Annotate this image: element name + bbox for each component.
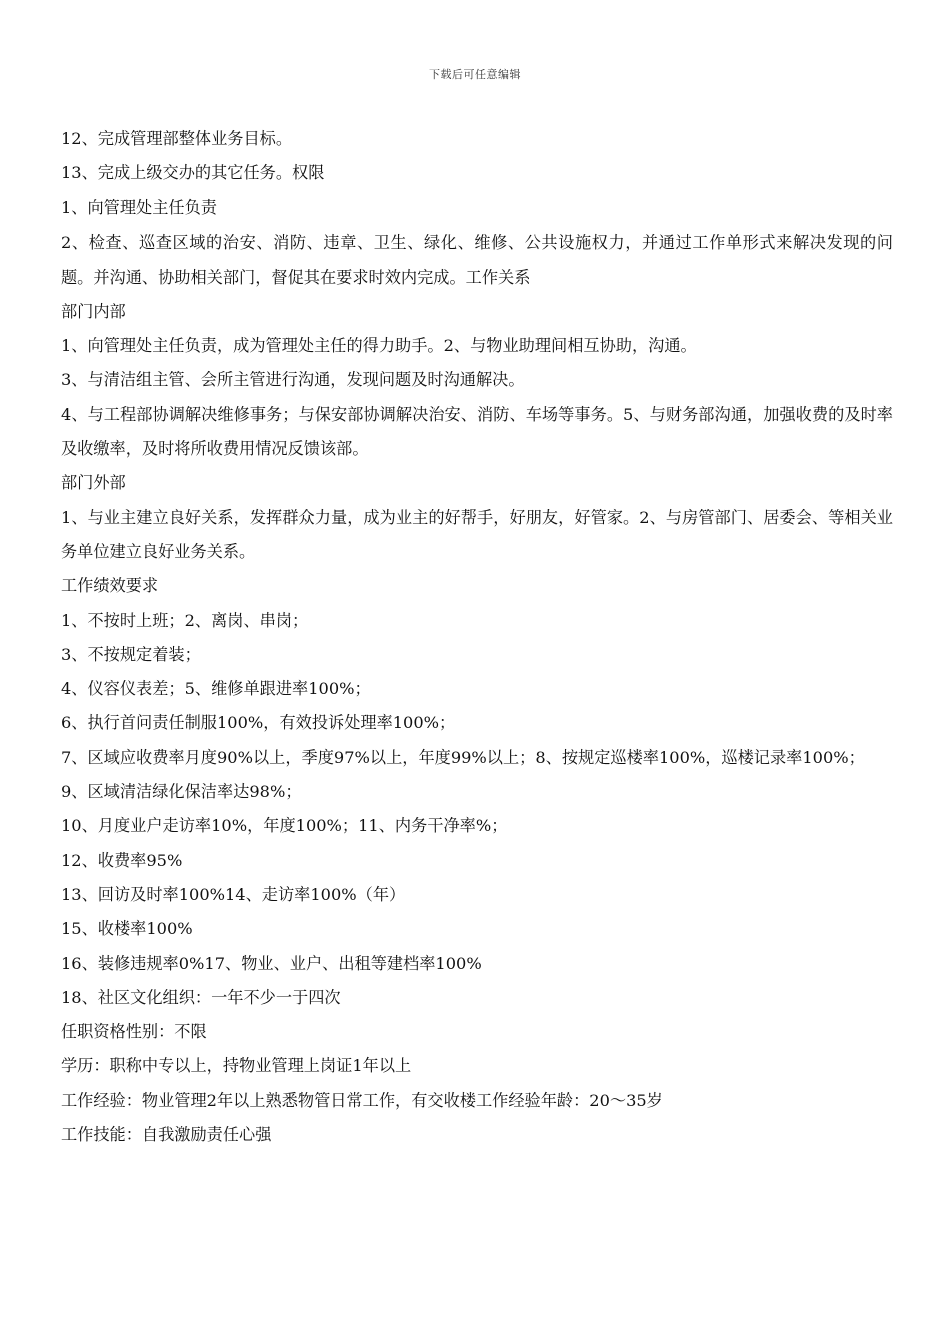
text-line: 12、完成管理部整体业务目标。 [61, 129, 293, 148]
section-heading: 任职资格性别：不限 [61, 1022, 207, 1042]
section-heading: 工作绩效要求 [61, 576, 159, 596]
page-header: 下载后可任意编辑 [429, 68, 521, 81]
text-paragraph: 1、与业主建立良好关系，发挥群众力量，成为业主的好帮手，好朋友，好管家。2、与房管部门、居委会、等相关业务单位建立良好业务关系。 [61, 507, 893, 561]
text-line: 3、不按规定着装； [61, 644, 201, 664]
text-line: 12、收费率95% [61, 850, 183, 870]
text-paragraph: 2、检查、巡查区域的治安、消防、违章、卫生、绿化、维修、公共设施权力，并通过工作单形式来解决发现的问题。并沟通、协助相关部门，督促其在要求时效内完成。工作关系 [61, 232, 893, 287]
text-line: 13、完成上级交办的其它任务。权限 [61, 163, 325, 183]
text-line: 15、收楼率100% [61, 919, 193, 939]
text-line: 1、不按时上班；2、离岗、串岗； [61, 610, 309, 630]
text-line: 10、月度业户走访率10%，年度100%；11、内务干净率%； [61, 816, 508, 836]
section-heading: 部门外部 [61, 473, 126, 493]
text-line: 1、向管理处主任负责 [61, 197, 217, 217]
text-line: 1、向管理处主任负责，成为管理处主任的得力助手。2、与物业助理间相互协助，沟通。 [61, 336, 697, 356]
text-line: 18、社区文化组织：一年不少一于四次 [61, 987, 341, 1007]
text-line: 4、仪容仪表差；5、维修单跟进率100%； [61, 679, 371, 699]
text-line: 9、区域清洁绿化保洁率达98%； [61, 782, 302, 802]
text-line: 工作经验：物业管理2年以上熟悉物管日常工作，有交收楼工作经验年龄：20～35岁 [61, 1090, 663, 1110]
text-line: 6、执行首问责任制服100%，有效投诉处理率100%； [61, 713, 456, 733]
text-line: 学历：职称中专以上，持物业管理上岗证1年以上 [61, 1056, 412, 1076]
text-paragraph: 4、与工程部协调解决维修事务；与保安部协调解决治安、消防、车场等事务。5、与财务部沟通，加强收费的及时率及收缴率，及时将所收费用情况反馈该部。 [61, 404, 893, 459]
text-line: 工作技能：自我激励责任心强 [61, 1125, 272, 1145]
text-line: 13、回访及时率100%14、走访率100%（年） [61, 884, 406, 904]
document-body [61, 122, 893, 1152]
text-paragraph: 7、区域应收费率月度90%以上，季度97%以上，年度99%以上；8、按规定巡楼率100%，巡楼记录率100%； [61, 747, 865, 767]
section-heading: 部门内部 [61, 301, 126, 321]
text-line: 3、与清洁组主管、会所主管进行沟通，发现问题及时沟通解决。 [61, 370, 525, 390]
text-line: 16、装修违规率0%17、物业、业户、出租等建档率100% [61, 953, 482, 973]
